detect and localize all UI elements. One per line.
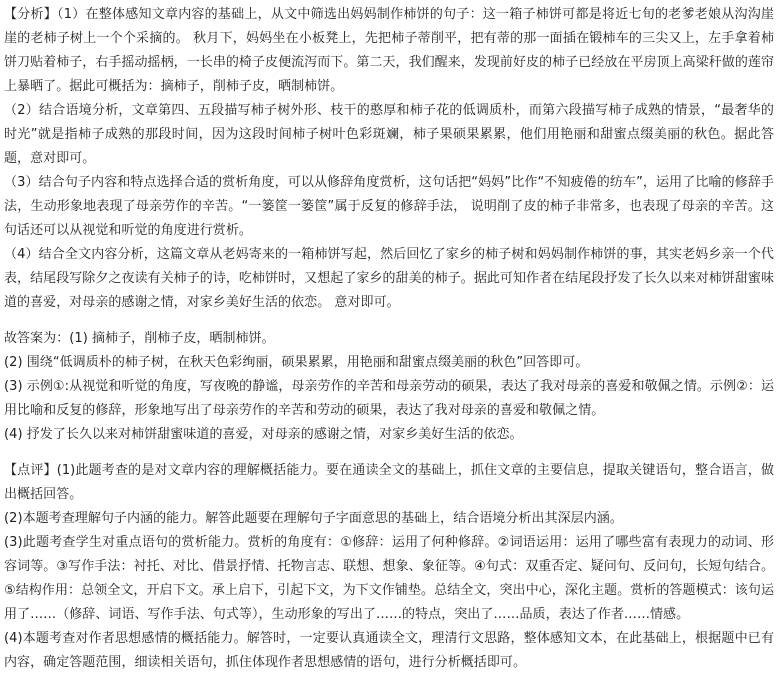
answer-paragraph-3: (3) 示例①:从视觉和听觉的角度，写夜晚的静谧，母亲劳作的辛苦和母亲劳动的硕果，表达了我对母亲的喜爱和敬佩之情。示例②：运用比喻和反复的修辞，形象地写出了母亲劳作的辛苦和劳动的硕果，表达了我对母亲的喜爱和敬佩之情。 — [4, 379, 774, 418]
comment-paragraph-3: (3)此题考查学生对重点语句的赏析能力。赏析的角度有：①修辞：运用了何种修辞。②词语运用：运用了哪些富有表现力的动词、形容词等。③写作手法：衬托、对比、借景抒情、托物言志、联想、想象、象征等。④句式：双重否定、疑问句、反问句，长短句结合。⑤结构作用：总领全文，开启下文。承上启下，引起下文，为下文作铺垫。总结全文，突出中心，深化主题。赏析的答题模式：该句运用了……（修辞、词语、写作手法、句式等），生动形象的写出了……的特点，突出了……品质，表达了作者……情感。 — [4, 535, 774, 622]
comment-paragraph-4: (4)本题考查对作者思想感情的概括能力。解答时，一定要认真通读全文，理清行文思路，整体感知文本，在此基础上，根据题中已有内容，确定答题范围，细读相关语句，抓住体现作者思想感情的语句，进行分析概括即可。 — [4, 631, 774, 670]
answer-section — [4, 327, 774, 447]
answer-paragraph-4: (4) 抒发了长久以来对柿饼甜蜜味道的喜爱，对母亲的感谢之情，对家乡美好生活的依恋。 — [4, 427, 523, 442]
comment-paragraph-2: (2)本题考查理解句子内涵的能力。解答此题要在理解句子字面意思的基础上，结合语境分析出其深层内涵。 — [4, 511, 623, 526]
analysis-section — [4, 3, 774, 315]
analysis-paragraph-2: （2）结合语境分析，文章第四、五段描写柿子树外形、枝干的憨厚和柿子花的低调质朴，而第六段描写柿子成熟的情景，“最奢华的时光”就是指柿子成熟的那段时间，因为这段时间柿子树叶色彩斑斓，柿子果硕果累累，他们用艳丽和甜蜜点缀美丽的秋色。据此答题，意对即可。 — [4, 103, 774, 166]
analysis-paragraph-4: （4）结合全文内容分析，这篇文章从老妈寄来的一箱柿饼写起，然后回忆了家乡的柿子树和妈妈制作柿饼的事，其实老妈乡亲一个代表，结尾段写除夕之夜读有关柿子的诗，吃柿饼时，又想起了家乡的甜美的柿子。据此可知作者在结尾段抒发了长久以来对柿饼甜蜜味道的喜爱，对母亲的感谢之情，对家乡美好生活的依恋。 意对即可。 — [4, 247, 774, 310]
answer-paragraph-1: 故答案为：(1) 摘柿子，削柿子皮，晒制柿饼。 — [4, 331, 275, 346]
comment-section — [4, 459, 774, 675]
analysis-paragraph-1: 【分析】（1）在整体感知文章内容的基础上，从文中筛选出妈妈制作柿饼的句子：这一箱子柿饼可都是将近七旬的老爹老娘从沟沟崖崖的老柿子树上一个个采摘的。 秋月下，妈妈坐在小板凳上，先把柿子蒂削平，把有蒂的那一面插在锻柿车的三尖又上，左手拿着柿饼刀贴着柿子，右手摇动摇柄，一长串的椅子皮便流泻而下。第二天，我们醒来，发现前好皮的柿子已经放在平房顶上高梁秆做的莲帘上暴晒了。据此可概括为：摘柿子，削柿子皮，晒制柿饼。 — [4, 7, 774, 94]
answer-paragraph-2: (2) 围绕“低调质朴的柿子树，在秋天色彩绚丽，硕果累累，用艳丽和甜蜜点缀美丽的秋色”回答即可。 — [4, 355, 589, 370]
analysis-paragraph-3: （3）结合句子内容和特点选择合适的赏析角度，可以从修辞角度赏析，这句话把“妈妈”比作“不知疲倦的纺车”，运用了比喻的修辞手法，生动形象地表现了母亲劳作的辛苦。“一篓筐一篓筐”属于反复的修辞手法， 说明削了皮的柿子非常多，也表现了母亲的辛苦。这句话还可以从视觉和听觉的角度进行赏析。 — [4, 175, 774, 238]
comment-paragraph-1: 【点评】(1)此题考查的是对文章内容的理解概括能力。要在通读全文的基础上，抓住文章的主要信息，提取关键语句，整合语言，做出概括回答。 — [4, 463, 774, 502]
